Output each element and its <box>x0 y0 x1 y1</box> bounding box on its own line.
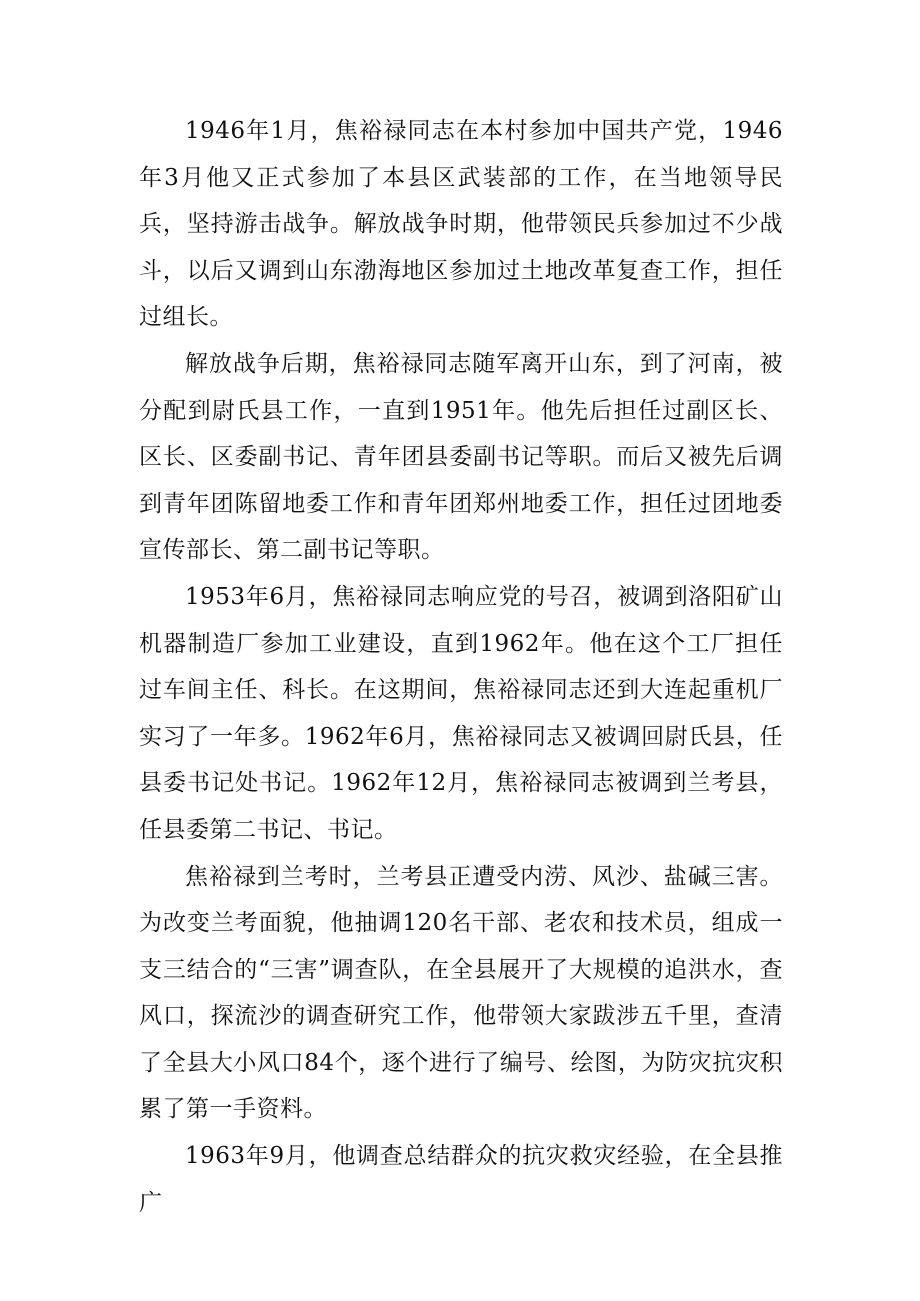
paragraph-1: 1946年1月，焦裕禄同志在本村参加中国共产党，1946年3月他又正式参加了本县区武装部的工作，在当地领导民兵，坚持游击战争。解放战争时期，他带领民兵参加过不少战斗，以后又调到山东渤海地区参加过土地改革复查工作，担任过组长。 <box>139 118 783 331</box>
document-body <box>139 108 783 1226</box>
paragraph-3: 1953年6月，焦裕禄同志响应党的号召，被调到洛阳矿山机器制造厂参加工业建设，直到1962年。他在这个工厂担任过车间主任、科长。在这期间，焦裕禄同志还到大连起重机厂实习了一年多。1962年6月，焦裕禄同志又被调回尉氏县，任县委书记处书记。1962年12月，焦裕禄同志被调到兰考县，任县委第二书记、书记。 <box>139 583 783 843</box>
paragraph-4: 焦裕禄到兰考时，兰考县正遭受内涝、风沙、盐碱三害。为改变兰考面貌，他抽调120名干部、老农和技术员，组成一支三结合的“三害”调查队，在全县展开了大规模的追洪水，查风口，探流沙的调查研究工作，他带领大家跋涉五千里，查清了全县大小风口84个，逐个进行了编号、绘图，为防灾抗灾积累了第一手资料。 <box>139 863 783 1123</box>
paragraph-5: 1963年9月，他调查总结群众的抗灾救灾经验，在全县推广 <box>139 1143 783 1216</box>
paragraph-2: 解放战争后期，焦裕禄同志随军离开山东，到了河南，被分配到尉氏县工作，一直到1951年。他先后担任过副区长、区长、区委副书记、青年团县委副书记等职。而后又被先后调到青年团陈留地委工作和青年团郑州地委工作，担任过团地委宣传部长、第二副书记等职。 <box>139 350 783 564</box>
